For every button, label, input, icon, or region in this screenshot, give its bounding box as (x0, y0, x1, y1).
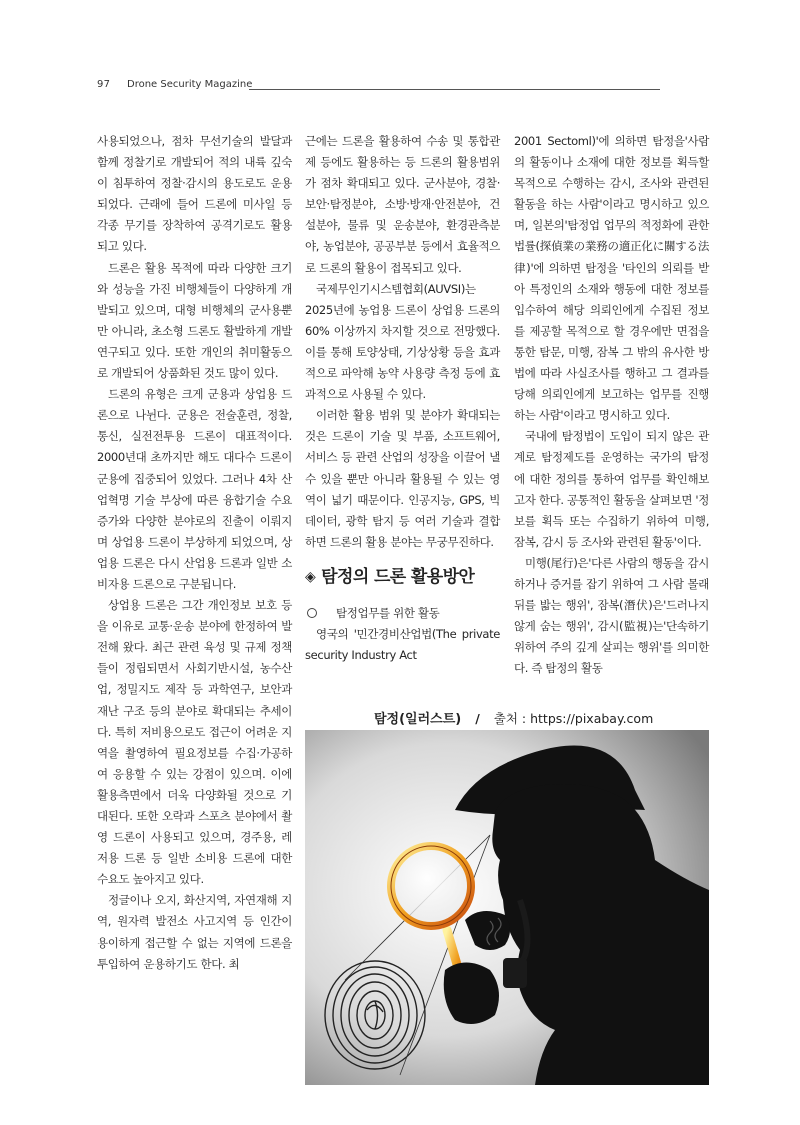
paragraph: 국제무인기시스템협회(AUVSI)는 2025년에 농업용 드론이 상업용 드론의 60% 이상까지 차지할 것으로 전망했다. 이를 통해 토양상태, 기상상황 등을 효과적으로 파악해 농약 사용량 측정 등에 효과적으로 사용될 수 있다. (305, 281, 500, 402)
caption-source: 출처 : https://pixabay.com (493, 711, 654, 726)
caption-title: 탐정(일러스트) (374, 712, 462, 727)
paragraph: 2001 Sectoml)'에 의하면 탐정을'사람의 활동이나 소재에 대한 정보를 획득할 목적으로 수행하는 감시, 조사와 관련된 활동을 하는 사람'이라고 명시하고 있으며, 일본의'탐정업 업무의 적정화에 관한 법률(探偵業の業務の適正化に關する法律)'에 의하면 탐정을 '타인의 의뢰를 받아 특정인의 소재와 행동에 대한 정보를 입수하여 해당 의뢰인에게 수집된 정보를 제공할 목적으로 할 경우에만 면접을 통한 탐문, 미행, 잠복 그 밖의 유사한 방법에 따라 사실조사를 행하고 그 결과를 당해 의뢰인에게 보고하는 업무를 진행하는 사람'이라고 명시하고 있다. (514, 134, 709, 423)
page-header (97, 79, 660, 93)
diamond-icon: ◈ (305, 568, 316, 585)
hand-silhouette (444, 963, 499, 1025)
detective-illustration (305, 730, 709, 1085)
subsection-heading (305, 603, 500, 624)
caption-separator: / (475, 711, 480, 726)
paragraph: 미행(尾行)은'다른 사람의 행동을 감시하거나 증거를 잡기 위하여 그 사람 몰래 뒤를 밟는 행위', 잠복(潛伏)은'드러나지 않게 숨는 행위', 감시(監視)는'단속하기 위하여 주의 깊게 살피는 행위'를 의미한다. 즉 탐정의 활동 (514, 555, 709, 676)
paragraph: 사용되었으나, 점차 무선기술의 발달과 함께 정찰기로 개발되어 적의 내륙 깊숙이 침투하여 정찰·감시의 용도로도 운용되었다. 근래에 들어 드론에 미사일 등 각종 무기를 장착하여 공격기로도 활용되고 있다. (97, 134, 292, 254)
paragraph: 근에는 드론을 활용하여 수송 및 통합관제 등에도 활용하는 등 드론의 활용범위가 점차 확대되고 있다. 군사분야, 경찰·보안·탐정분야, 소방·방재·안전분야, 건설분야, 물류 및 운송분야, 환경관측분야, 농업분야, 공공부분 등에서 효율적으로 드론의 활용이 접목되고 있다. (305, 134, 500, 275)
paragraph: 이러한 활용 범위 및 분야가 확대되는 것은 드론이 기술 및 부품, 소프트웨어, 서비스 등 관련 산업의 성장을 이끌어 낼 수 있을 뿐만 아니라 활용될 수 있는 영역이 넓기 때문이다. 인공지능, GPS, 빅데이터, 광학 탐지 등 여러 기술과 결합하면 드론의 활용 분야는 무궁무진하다. (305, 408, 500, 549)
column-1 (97, 131, 292, 975)
subsection-title: 탐정업무를 위한 활동 (336, 605, 440, 620)
paragraph: 드론의 유형은 크게 군용과 상업용 드론으로 나뉜다. 군용은 전술훈련, 정찰, 통신, 실전전투용 드론이 대표적이다. 2000년대 초까지만 해도 대다수 드론이 군용에 집중되어 있었다. 그러나 4차 산업혁명 기술 부상에 따른 융합기술 수요 증가와 다양한 분야로의 진출이 이뤄지며 상업용 드론이 부상하게 되었으며, 상업용 드론은 다시 산업용 드론과 일반 소비자용 드론으로 구분됩니다. (97, 387, 292, 591)
paragraph: 상업용 드론은 그간 개인정보 보호 등을 이유로 교통·운송 분야에 한정하여 발전해 왔다. 최근 관련 육성 및 규제 정책들이 정립되면서 사회기반시설, 농수산업, 정밀지도 제작 등 과학연구, 보안과 재난 구조 등의 분야로 확대되는 추세이다. 특히 저비용으로도 접근이 어려운 지역을 촬영하여 필요정보를 수집·가공하여 응용할 수 있는 강점이 있으며. 이에 활용측면에서 더욱 다양화될 것으로 기대된다. 또한 오락과 스포츠 분야에서 촬영 드론이 사용되고 있으며, 경주용, 레저용 드론 등 일반 소비용 드론에 대한 수요도 높아지고 있다. (97, 598, 292, 887)
figure-caption (374, 708, 653, 727)
page-number: 97 (97, 79, 111, 90)
paragraph: 드론은 활용 목적에 따라 다양한 크기와 성능을 가진 비행체들이 다양하게 개발되고 있으며, 대형 비행체의 군사용뿐만 아니라, 초소형 드론도 활발하게 개발 연구되고 있다. 또한 개인의 취미활동으로 개발되어 상품화된 것도 많이 있다. (97, 260, 292, 381)
paragraph: 영국의 '민간경비산업법(The private security Industry Act (305, 626, 500, 663)
paragraph: 정글이나 오지, 화산지역, 자연재해 지역, 원자력 발전소 사고지역 등 인간이 용이하게 접근할 수 없는 지역에 드론을 투입하여 운용하기도 한다. 최 (97, 893, 292, 971)
section-heading (305, 565, 500, 589)
magazine-title: Drone Security Magazine (127, 79, 253, 90)
column-2 (305, 131, 500, 666)
circle-bullet-icon (307, 608, 317, 618)
header-rule (249, 89, 660, 90)
column-3 (514, 131, 709, 679)
section-title: 탐정의 드론 활용방안 (321, 566, 475, 587)
paragraph: 국내에 탐정법이 도입이 되지 않은 관계로 탐정제도를 운영하는 국가의 탐정에 대한 정의를 통하여 업무를 확인해보고자 한다. 공통적인 활동을 살펴보면 '정보를 획득 또는 수집하기 위하여 미행, 잠복, 감시 등 조사와 관련된 활동'이다. (514, 429, 709, 549)
